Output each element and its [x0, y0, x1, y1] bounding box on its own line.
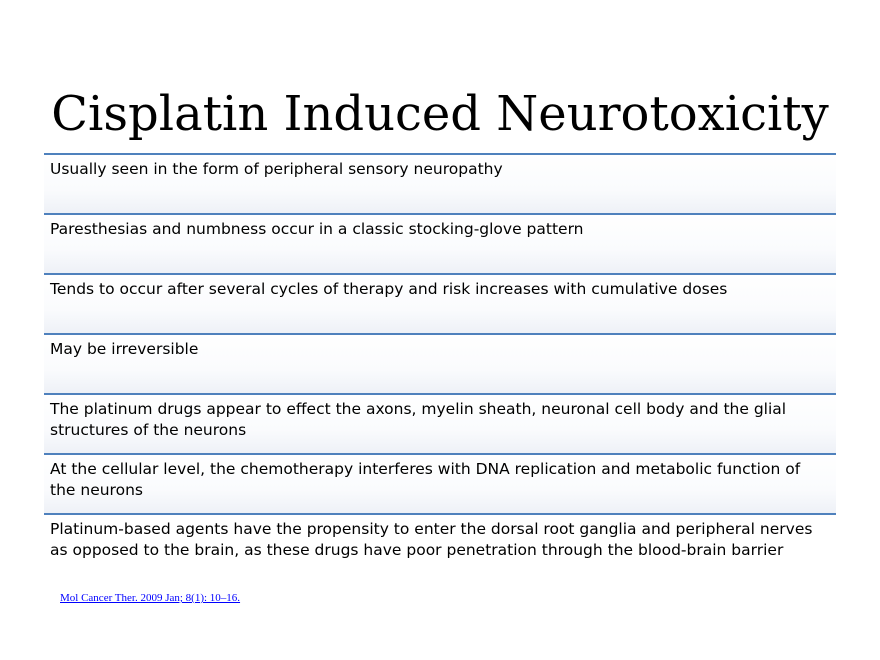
bullet-list: [44, 153, 836, 571]
list-item-text: At the cellular level, the chemotherapy interferes with DNA replication and metabolic function of the neurons: [50, 460, 801, 499]
list-item: [44, 153, 836, 213]
list-item: [44, 213, 836, 273]
list-item-text: The platinum drugs appear to effect the axons, myelin sheath, neuronal cell body and the glial structures of the neurons: [50, 400, 787, 439]
list-item-text: May be irreversible: [50, 340, 199, 358]
list-item: [44, 273, 836, 333]
list-item-text: Tends to occur after several cycles of therapy and risk increases with cumulative doses: [50, 280, 728, 298]
list-item-text: Platinum-based agents have the propensity to enter the dorsal root ganglia and peripheral nerves as opposed to the brain, as these drugs have poor penetration through the blood-brain barrier: [50, 520, 813, 559]
citation-link[interactable]: Mol Cancer Ther. 2009 Jan; 8(1): 10–16.: [60, 592, 241, 604]
list-item: [44, 333, 836, 393]
slide-title: Cisplatin Induced Neurotoxicity: [51, 86, 829, 143]
list-item: [44, 453, 836, 513]
list-item-text: Usually seen in the form of peripheral sensory neuropathy: [50, 160, 503, 178]
list-item-text: Paresthesias and numbness occur in a classic stocking-glove pattern: [50, 220, 584, 238]
list-item: [44, 393, 836, 453]
list-item: [44, 513, 836, 571]
